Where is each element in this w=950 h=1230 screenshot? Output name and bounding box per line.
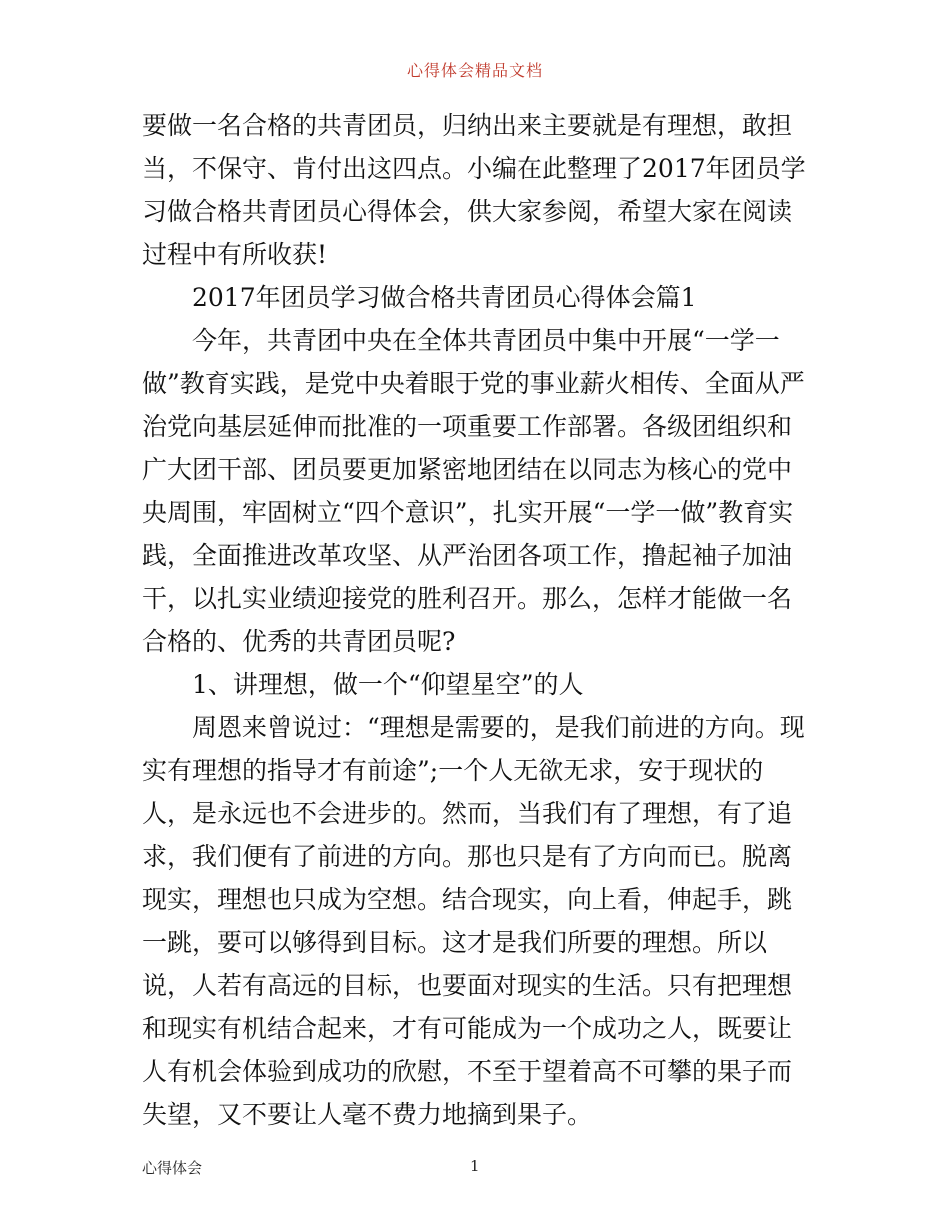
point-1-heading: 1、讲理想，做一个“仰望星空”的人 — [192, 670, 584, 699]
footer-label: 心得体会 — [142, 1159, 203, 1177]
page-header-title: 心得体会精品文档 — [406, 61, 543, 80]
intro-paragraph: 要做一名合格的共青团员，归纳出来主要就是有理想，敢担当，不保守、肯付出这四点。小编在此整理了2017年团员学习做合格共青团员心得体会，供大家参阅，希望大家在阅读过程中有所收获! — [142, 111, 806, 269]
document-body — [142, 104, 812, 1136]
paragraph-1: 今年，共青团中央在全体共青团员中集中开展“一学一做”教育实践，是党中央着眼于党的事业薪火相传、全面从严治党向基层延伸而批准的一项重要工作部署。各级团组织和广大团干部、团员要更加紧密地团结在以同志为核心的党中央周围，牢固树立“四个意识”，扎实开展“一学一做”教育实践，全面推进改革攻坚、从严治团各项工作，撸起袖子加油干，以扎实业绩迎接党的胜利召开。那么，怎样才能做一名合格的、优秀的共青团员呢? — [142, 326, 805, 656]
page-number: 1 — [470, 1157, 480, 1175]
paragraph-2: 周恩来曾说过：“理想是需要的，是我们前进的方向。现实有理想的指导才有前途”;一个人无欲无求，安于现状的人，是永远也不会进步的。然而，当我们有了理想，有了追求，我们便有了前进的方向。那也只是有了方向而已。脱离现实，理想也只成为空想。结合现实，向上看，伸起手，跳一跳，要可以够得到目标。这才是我们所要的理想。所以说，人若有高远的目标，也要面对现实的生活。只有把理想和现实有机结合起来，才有可能成为一个成功之人，既要让人有机会体验到成功的欣慰，不至于望着高不可攀的果子而失望，又不要让人毫不费力地摘到果子。 — [142, 713, 805, 1129]
section-title: 2017年团员学习做合格共青团员心得体会篇1 — [192, 283, 697, 312]
